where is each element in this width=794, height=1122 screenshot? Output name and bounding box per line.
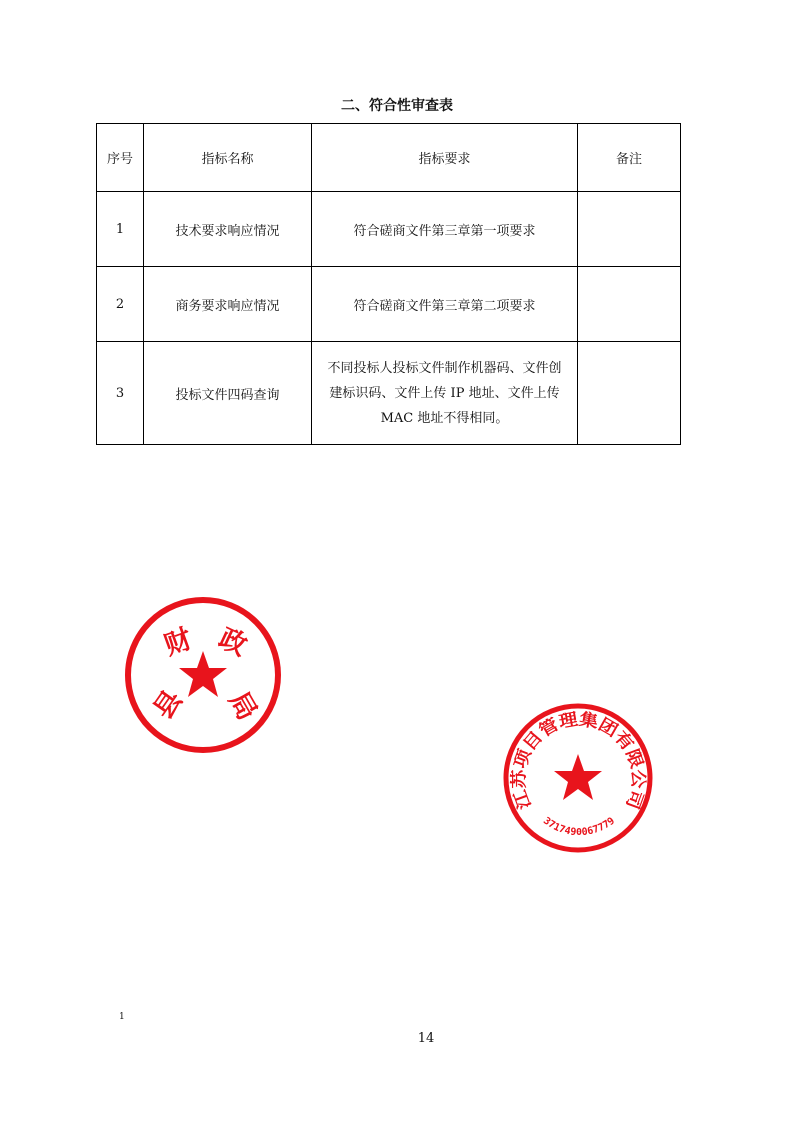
header-serial-no: 序号 [97, 124, 144, 192]
seal-company-name: 江苏项目管理集团有限公司 [509, 709, 648, 812]
cell-serial-no: 3 [97, 342, 144, 445]
table-row [97, 267, 681, 342]
header-remarks: 备注 [578, 124, 681, 192]
table-row [97, 342, 681, 445]
cell-indicator-name: 投标文件四码查询 [144, 342, 312, 445]
seal-char: 政 [214, 622, 252, 663]
seal-char: 财 [160, 623, 197, 662]
company-seal [501, 701, 655, 855]
requirement-line: 不同投标人投标文件制作机器码、文件创 [327, 360, 562, 376]
requirement-line: 建标识码、文件上传 IP 地址、文件上传 [329, 385, 560, 401]
cell-serial-no: 1 [97, 192, 144, 267]
requirement-line: MAC 地址不得相同。 [380, 410, 509, 426]
footnote-marker: 1 [119, 1012, 125, 1022]
cell-remarks [578, 192, 681, 267]
table-row [97, 192, 681, 267]
compliance-review-table [96, 123, 681, 445]
seal-char: 县 [147, 684, 189, 725]
section-title: 二、符合性审查表 [341, 98, 453, 114]
cell-indicator-requirement [312, 342, 578, 445]
star-icon [554, 754, 602, 800]
header-indicator-name: 指标名称 [144, 124, 312, 192]
page-number: 14 [417, 1031, 435, 1046]
cell-serial-no: 2 [97, 267, 144, 342]
header-indicator-requirement: 指标要求 [312, 124, 578, 192]
seal-registration-number: 3717490067779 [540, 815, 618, 839]
cell-indicator-requirement: 符合磋商文件第三章第一项要求 [312, 192, 578, 267]
cell-indicator-name: 商务要求响应情况 [144, 267, 312, 342]
cell-indicator-name: 技术要求响应情况 [144, 192, 312, 267]
cell-remarks [578, 342, 681, 445]
cell-remarks [578, 267, 681, 342]
cell-indicator-requirement: 符合磋商文件第三章第二项要求 [312, 267, 578, 342]
star-icon [179, 651, 227, 697]
table-header-row [97, 124, 681, 192]
finance-bureau-seal [122, 594, 284, 756]
seal-char: 局 [222, 686, 263, 726]
